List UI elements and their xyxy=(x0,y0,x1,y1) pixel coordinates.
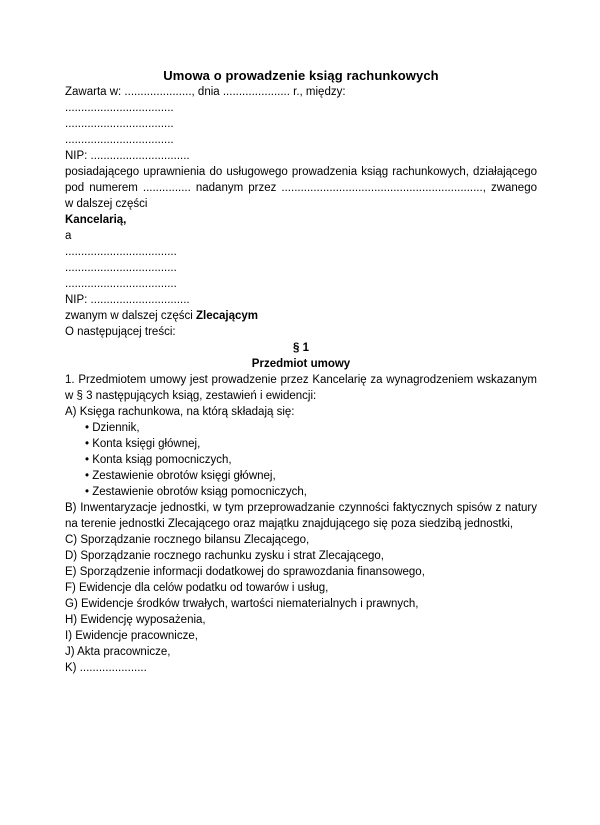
party2-fill-in-line-3: ................................... xyxy=(65,278,177,290)
party2-designation-name: Zlecającym xyxy=(196,310,259,322)
section1-number: § 1 xyxy=(293,342,309,354)
list-item-h: H) Ewidencję wyposażenia, xyxy=(65,614,206,626)
document-title: Umowa o prowadzenie ksiąg rachunkowych xyxy=(163,68,439,83)
list-item-g: G) Ewidencje środków trwałych, wartości niematerialnych i prawnych, xyxy=(65,598,419,610)
list-item-k-fill-in: K) ..................... xyxy=(65,662,147,674)
party1-authorization-text: posiadającego uprawnienia do usługowego prowadzenia ksiąg rachunkowych, działającego pod numerem ............... nadanym przez ..............................................................., zwanego w dalszej części xyxy=(65,166,537,210)
list-bullet-item: • Zestawienie obrotów ksiąg pomocniczych, xyxy=(85,486,307,498)
party2-designation-line xyxy=(65,308,537,324)
list-item-c: C) Sporządzanie rocznego bilansu Zlecającego, xyxy=(65,534,310,546)
list-item-b: B) Inwentaryzacje jednostki, w tym przeprowadzanie czynności faktycznych spisów z natury na terenie jednostki Zlecającego oraz majątku znajdującego się poza siedzibą jednostki, xyxy=(65,502,537,530)
party1-fill-in-line-1: .................................. xyxy=(65,102,174,114)
list-item-d: D) Sporządzanie rocznego rachunku zysku i strat Zlecającego, xyxy=(65,550,384,562)
list-bullet-item: • Konta księgi głównej, xyxy=(85,438,201,450)
list-bullet-item: • Zestawienie obrotów księgi głównej, xyxy=(85,470,276,482)
party2-fill-in-line-2: ................................... xyxy=(65,262,177,274)
party1-fill-in-line-2: .................................. xyxy=(65,118,174,130)
list-item-i: I) Ewidencje pracownicze, xyxy=(65,630,198,642)
section1-heading-block xyxy=(65,340,537,372)
party1-nip-line: NIP: ............................... xyxy=(65,150,190,162)
party2-nip-line: NIP: ............................... xyxy=(65,294,190,306)
list-item-e: E) Sporządzenie informacji dodatkowej do sprawozdania finansowego, xyxy=(65,566,425,578)
section1-heading: Przedmiot umowy xyxy=(251,358,351,370)
party1-designation: Kancelarią, xyxy=(65,214,127,226)
list-item-a: A) Księga rachunkowa, na którą składają się: xyxy=(65,406,295,418)
party2-designation-prefix: zwanym w dalszej części xyxy=(65,310,197,322)
intro-line: Zawarta w: ....................., dnia ..................... r., między: xyxy=(65,86,346,98)
parties-connector: a xyxy=(65,230,72,242)
party1-block xyxy=(65,100,537,228)
party1-fill-in-line-3: .................................. xyxy=(65,134,174,146)
section1-intro-paragraph: 1. Przedmiotem umowy jest prowadzenie przez Kancelarię za wynagrodzeniem wskazanym w § 3 następujących ksiąg, zestawień i ewidencji: xyxy=(65,374,537,402)
preamble-line: O następującej treści: xyxy=(65,326,176,338)
party2-fill-in-line-1: ................................... xyxy=(65,246,177,258)
party2-block xyxy=(65,244,537,324)
list-item-f: F) Ewidencje dla celów podatku od towarów i usług, xyxy=(65,582,329,594)
list-bullet-item: • Konta ksiąg pomocniczych, xyxy=(85,454,232,466)
list-item-j: J) Akta pracownicze, xyxy=(65,646,171,658)
list-bullet-item: • Dziennik, xyxy=(85,422,140,434)
section1-body xyxy=(65,372,537,676)
